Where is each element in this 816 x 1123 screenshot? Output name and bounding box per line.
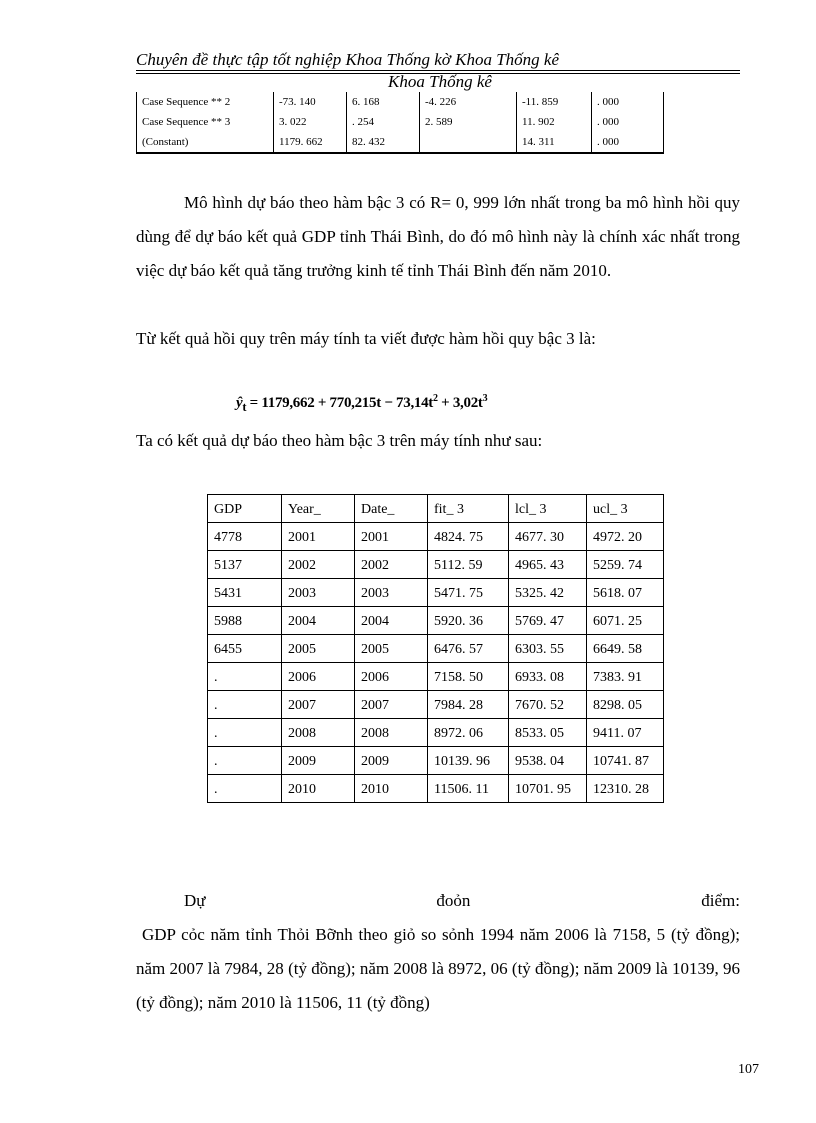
table-cell: -11. 859	[517, 92, 592, 112]
table-cell: 2002	[282, 551, 355, 579]
table-cell: 11. 902	[517, 112, 592, 132]
table-cell: 7158. 50	[428, 663, 509, 691]
table-cell: 6071. 25	[587, 607, 664, 635]
table-cell: .	[208, 691, 282, 719]
table-cell: 12310. 28	[587, 775, 664, 803]
table-cell: 3. 022	[274, 112, 347, 132]
table-cell: 2004	[355, 607, 428, 635]
paragraph-model-choice: Mô hình dự báo theo hàm bậc 3 có R= 0, 999 lớn nhất trong ba mô hình hồi quy dùng để dự báo kết quả GDP tỉnh Thái Bình, do đó mô hình này là chính xác nhất trong việc dự báo kết quả tăng trưởng kinh tế tỉnh Thái Bình đến năm 2010.	[136, 193, 740, 280]
table-row	[137, 112, 664, 132]
table-row	[208, 635, 664, 663]
page-header-subtitle: Khoa Thống kê	[388, 72, 492, 91]
table-cell: 2008	[355, 719, 428, 747]
table-cell: 8972. 06	[428, 719, 509, 747]
table-cell: 2002	[355, 551, 428, 579]
table-cell: 2003	[282, 579, 355, 607]
table-cell: Case Sequence ** 3	[137, 112, 274, 132]
table-cell: 4677. 30	[509, 523, 587, 551]
table-cell: 10741. 87	[587, 747, 664, 775]
table-cell: .	[208, 747, 282, 775]
table-cell: 6303. 55	[509, 635, 587, 663]
table-cell: 5431	[208, 579, 282, 607]
column-header: Date_	[355, 495, 428, 523]
table-cell: 11506. 11	[428, 775, 509, 803]
table-cell: 5137	[208, 551, 282, 579]
table-cell	[420, 132, 517, 153]
table-cell: .	[208, 775, 282, 803]
table-row	[208, 747, 664, 775]
table-row	[137, 132, 664, 153]
table-cell: 2005	[355, 635, 428, 663]
table-cell: .	[208, 663, 282, 691]
table-cell: 6. 168	[347, 92, 420, 112]
column-header: GDP	[208, 495, 282, 523]
table-cell: 4965. 43	[509, 551, 587, 579]
table-cell: 5471. 75	[428, 579, 509, 607]
table-row	[208, 551, 664, 579]
table-cell: 10139. 96	[428, 747, 509, 775]
table-cell: 5325. 42	[509, 579, 587, 607]
table-cell: 10701. 95	[509, 775, 587, 803]
table-cell: 5769. 47	[509, 607, 587, 635]
table-cell: 2. 589	[420, 112, 517, 132]
table-cell: 2008	[282, 719, 355, 747]
table-cell: 6455	[208, 635, 282, 663]
table-cell: 9538. 04	[509, 747, 587, 775]
table-cell: 4824. 75	[428, 523, 509, 551]
column-header: ucl_ 3	[587, 495, 664, 523]
table-row	[208, 719, 664, 747]
table-cell: 5112. 59	[428, 551, 509, 579]
table-row	[208, 579, 664, 607]
table-cell: 2003	[355, 579, 428, 607]
table-cell: 82. 432	[347, 132, 420, 153]
table-cell: . 000	[592, 92, 664, 112]
table-cell: 2009	[282, 747, 355, 775]
table-cell: 7984. 28	[428, 691, 509, 719]
regression-formula: $ŷ_t = 1179,662 + 770,215t - 73,14t^2 + 3,02t^3$	[236, 393, 488, 414]
table-cell: 4778	[208, 523, 282, 551]
table-cell: 2007	[355, 691, 428, 719]
conclusion-text: GDP cỏc năm tỉnh Thỏi Bỡnh theo giỏ so sỏnh 1994 năm 2006 là 7158, 5 (tỷ đồng); năm 2007 là 7984, 28 (tỷ đồng); năm 2008 là 8972, 06 (tỷ đồng); năm 2009 là 10139, 96 (tỷ đồng); năm 2010 là 11506, 11 (tỷ đồng)	[136, 925, 740, 1012]
table-cell: 5259. 74	[587, 551, 664, 579]
table-cell: 2001	[355, 523, 428, 551]
table-row	[208, 775, 664, 803]
table-cell: . 000	[592, 112, 664, 132]
table-cell: .	[208, 719, 282, 747]
table-cell: 1179. 662	[274, 132, 347, 153]
table-cell: 5618. 07	[587, 579, 664, 607]
table-cell: 8533. 05	[509, 719, 587, 747]
table-cell: Case Sequence ** 2	[137, 92, 274, 112]
table-cell: 2006	[355, 663, 428, 691]
table-cell: 5988	[208, 607, 282, 635]
table-cell: 7383. 91	[587, 663, 664, 691]
table-cell: -4. 226	[420, 92, 517, 112]
table-cell: 4972. 20	[587, 523, 664, 551]
table-cell: 2007	[282, 691, 355, 719]
column-header: lcl_ 3	[509, 495, 587, 523]
conclusion-heading: Dự đoỏn điểm:	[184, 891, 740, 910]
table-row	[208, 607, 664, 635]
table-cell: 2005	[282, 635, 355, 663]
table-cell: 2006	[282, 663, 355, 691]
table-cell: 2004	[282, 607, 355, 635]
table-cell: 6476. 57	[428, 635, 509, 663]
table-row	[208, 663, 664, 691]
table-cell: 14. 311	[517, 132, 592, 153]
table-cell: . 254	[347, 112, 420, 132]
table-cell: 2010	[355, 775, 428, 803]
table-row	[208, 691, 664, 719]
table-cell: 9411. 07	[587, 719, 664, 747]
table-cell: 6933. 08	[509, 663, 587, 691]
table-cell: 6649. 58	[587, 635, 664, 663]
paragraph-forecast-intro: Ta có kết quả dự báo theo hàm bậc 3 trên máy tính như sau:	[136, 431, 543, 450]
page-number: 107	[738, 1062, 759, 1077]
forecast-table	[207, 494, 664, 803]
table-cell: 7670. 52	[509, 691, 587, 719]
table-cell: . 000	[592, 132, 664, 153]
table-cell: 2010	[282, 775, 355, 803]
table-cell: 8298. 05	[587, 691, 664, 719]
column-header: Year_	[282, 495, 355, 523]
regression-table	[136, 92, 664, 154]
table-row	[137, 92, 664, 112]
table-cell: -73. 140	[274, 92, 347, 112]
header-rule	[136, 70, 740, 71]
table-cell: (Constant)	[137, 132, 274, 153]
table-cell: 2001	[282, 523, 355, 551]
column-header: fit_ 3	[428, 495, 509, 523]
table-cell: 5920. 36	[428, 607, 509, 635]
table-row	[208, 523, 664, 551]
page-header-title: Chuyên đề thực tập tốt nghiệp Khoa Thống kờ Khoa Thống kê	[136, 50, 559, 69]
table-cell: 2009	[355, 747, 428, 775]
paragraph-formula-intro: Từ kết quả hồi quy trên máy tính ta viết được hàm hồi quy bậc 3 là:	[136, 329, 596, 348]
